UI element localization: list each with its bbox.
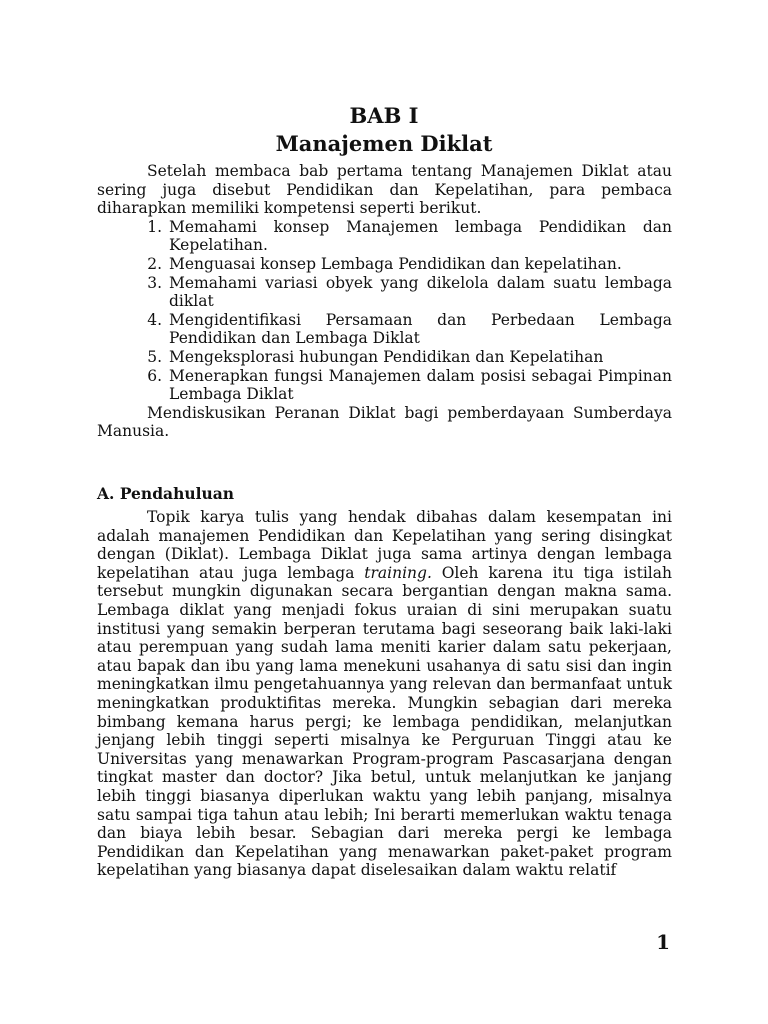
intro-section <box>97 162 672 441</box>
body-text-start: Topik karya tulis yang hendak dibahas dalam kesempatan ini adalah manajemen Pendidikan dan Kepelatihan yang sering disingkat dengan (Diklat). Lembaga Diklat juga sama artinya dengan lembaga kepelatihan atau juga lembaga <box>97 508 672 582</box>
body-paragraph <box>97 508 672 880</box>
objective-item: 5. Mengeksplorasi hubungan Pendidikan dan Kepelatihan <box>167 348 672 367</box>
objective-item: 3. Memahami variasi obyek yang dikelola dalam suatu lembaga diklat <box>167 274 672 311</box>
objective-item: 6. Menerapkan fungsi Manajemen dalam posisi sebagai Pimpinan Lembaga Diklat <box>167 367 672 404</box>
section-heading: A. Pendahuluan <box>97 484 235 503</box>
italic-term: training. <box>364 563 432 582</box>
objective-item: 4. Mengidentifikasi Persamaan dan Perbedaan Lembaga Pendidikan dan Lembaga Diklat <box>167 311 672 348</box>
chapter-title: Manajemen Diklat <box>275 131 493 156</box>
extra-objective: Mendiskusikan Peranan Diklat bagi pemberdayaan Sumberdaya Manusia. <box>97 403 672 441</box>
objective-item: 1. Memahami konsep Manajemen lembaga Pendidikan dan Kepelatihan. <box>167 218 672 255</box>
chapter-label: BAB I <box>349 103 419 128</box>
page-number: 1 <box>656 930 670 954</box>
intro-paragraph: Setelah membaca bab pertama tentang Manajemen Diklat atau sering juga disebut Pendidikan dan Kepelatihan, para pembaca diharapkan memiliki kompetensi seperti berikut. <box>97 162 672 218</box>
objectives-list <box>97 218 672 404</box>
objective-item: 2. Menguasai konsep Lembaga Pendidikan dan kepelatihan. <box>167 255 672 274</box>
section-body <box>97 508 672 880</box>
body-text-end: Oleh karena itu tiga istilah tersebut mungkin digunakan secara bergantian dengan makna sama. Lembaga diklat yang menjadi fokus uraian di sini merupakan suatu institusi yang semakin berperan terutama bagi seseorang baik laki-laki atau perempuan yang sudah lama meniti karier dalam satu pekerjaan, atau bapak dan ibu yang lama menekuni usahanya di satu sisi dan ingin meningkatkan ilmu pengetahuannya yang relevan dan bermanfaat untuk meningkatkan produktifitas mereka. Mungkin sebagian dari mereka bimbang kemana harus pergi; ke lembaga pendidikan, melanjutkan jenjang lebih tinggi seperti misalnya ke Perguruan Tinggi atau ke Universitas yang menawarkan Program-program Pascasarjana dengan tingkat master dan doctor? Jika betul, untuk melanjutkan ke janjang lebih tinggi biasanya diperlukan waktu yang lebih panjang, misalnya satu sampai tiga tahun atau lebih; Ini berarti memerlukan waktu tenaga dan biaya lebih besar. Sebagian dari mereka pergi ke lembaga Pendidikan dan Kepelatihan yang menawarkan paket-paket program kepelatihan yang biasanya dapat diselesaikan dalam waktu relatif <box>97 563 672 880</box>
